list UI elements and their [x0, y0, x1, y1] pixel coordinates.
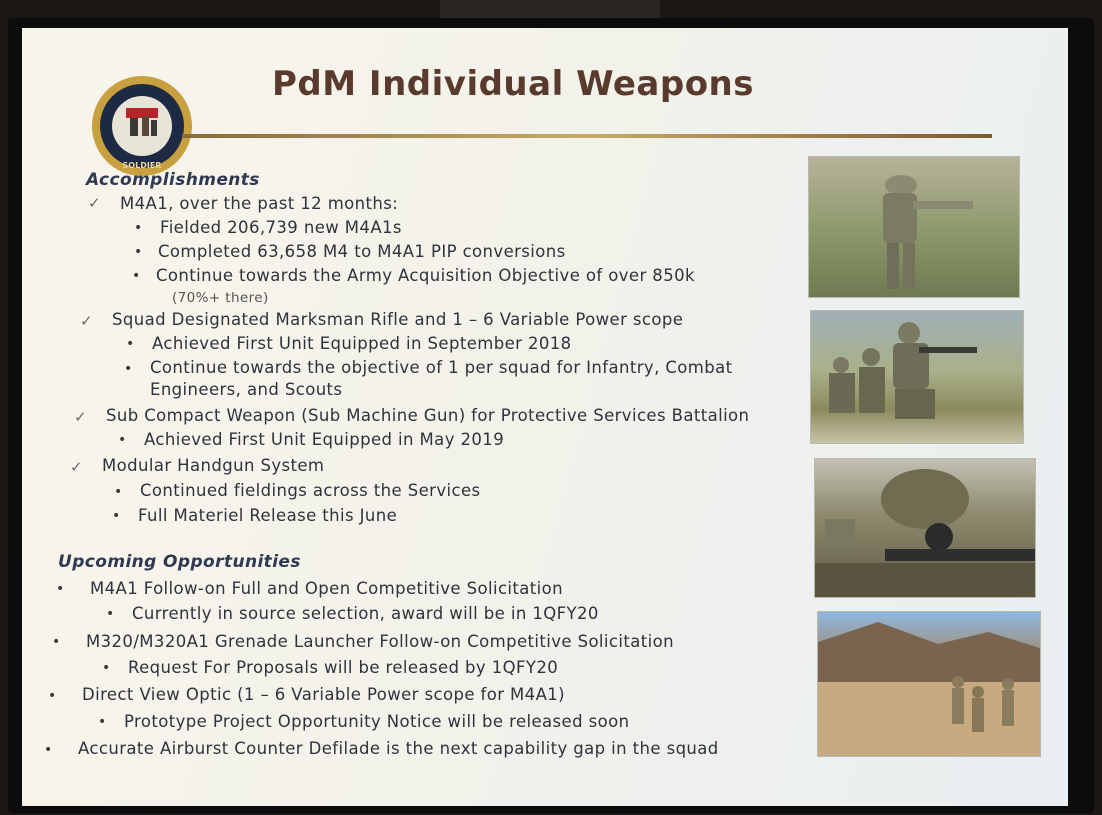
bullet-icon: •: [118, 432, 127, 448]
accomplishment-subitem-continued: Engineers, and Scouts: [150, 380, 343, 399]
opportunity-item: Accurate Airburst Counter Defilade is the next capability gap in the squad: [78, 739, 719, 758]
bullet-icon: •: [132, 268, 141, 284]
accomplishment-item: M4A1, over the past 12 months:: [120, 194, 399, 213]
opportunity-subitem: Request For Proposals will be released by 1QFY20: [128, 658, 559, 677]
bullet-icon: •: [102, 660, 111, 676]
bullet-icon: •: [48, 688, 57, 704]
svg-text:SOLDIER: SOLDIER: [122, 161, 162, 170]
check-icon: ✓: [70, 458, 83, 476]
opportunity-item: M320/M320A1 Grenade Launcher Follow-on Competitive Solicitation: [86, 632, 674, 651]
bullet-icon: •: [134, 220, 143, 236]
bullet-icon: •: [134, 244, 143, 260]
projector-mount: [440, 0, 660, 18]
bullet-icon: •: [56, 581, 65, 597]
bullet-icon: •: [106, 606, 115, 622]
accomplishment-subitem: Full Materiel Release this June: [138, 506, 398, 525]
bullet-icon: •: [98, 714, 107, 730]
opportunities-heading: Upcoming Opportunities: [58, 552, 301, 572]
accomplishment-item: Modular Handgun System: [102, 456, 325, 475]
accomplishment-subitem: Continued fieldings across the Services: [140, 481, 481, 500]
soldiers-desert-patrol-photo: [817, 611, 1041, 757]
opportunity-item: Direct View Optic (1 – 6 Variable Power scope for M4A1): [82, 685, 566, 704]
bullet-icon: •: [114, 484, 123, 500]
accomplishment-subitem: Continue towards the Army Acquisition Objective of over 850k: [156, 266, 695, 285]
peo-soldier-seal-icon: [90, 74, 194, 178]
bullet-icon: •: [44, 742, 53, 758]
accomplishment-subitem: Completed 63,658 M4 to M4A1 PIP conversions: [158, 242, 566, 261]
soldier-prone-rifle-photo: [814, 458, 1036, 598]
bullet-icon: •: [52, 634, 61, 650]
presentation-slide: [22, 28, 1068, 806]
accomplishment-subitem: Achieved First Unit Equipped in September 2018: [152, 334, 572, 353]
accomplishment-subitem: Continue towards the objective of 1 per squad for Infantry, Combat: [150, 358, 733, 377]
soldier-firing-handgun-photo: [808, 156, 1020, 298]
accomplishment-subitem: Fielded 206,739 new M4A1s: [160, 218, 402, 237]
opportunity-item: M4A1 Follow-on Full and Open Competitive Solicitation: [90, 579, 563, 598]
opportunity-subitem: Currently in source selection, award will be in 1QFY20: [132, 604, 599, 623]
soldiers-kneeling-rifle-photo: [810, 310, 1024, 444]
bullet-icon: •: [124, 361, 133, 377]
check-icon: ✓: [74, 408, 87, 426]
accomplishment-note: (70%+ there): [172, 290, 269, 306]
slide-title: PdM Individual Weapons: [272, 64, 755, 104]
title-divider: [182, 134, 992, 138]
opportunity-subitem: Prototype Project Opportunity Notice will be released soon: [124, 712, 630, 731]
accomplishment-item: Squad Designated Marksman Rifle and 1 – 6 Variable Power scope: [112, 310, 684, 329]
bullet-icon: •: [126, 336, 135, 352]
check-icon: ✓: [80, 312, 93, 330]
bullet-icon: •: [112, 508, 121, 524]
accomplishment-subitem: Achieved First Unit Equipped in May 2019: [144, 430, 505, 449]
check-icon: ✓: [88, 194, 101, 212]
accomplishments-heading: Accomplishments: [86, 170, 260, 190]
accomplishment-item: Sub Compact Weapon (Sub Machine Gun) for Protective Services Battalion: [106, 406, 750, 425]
